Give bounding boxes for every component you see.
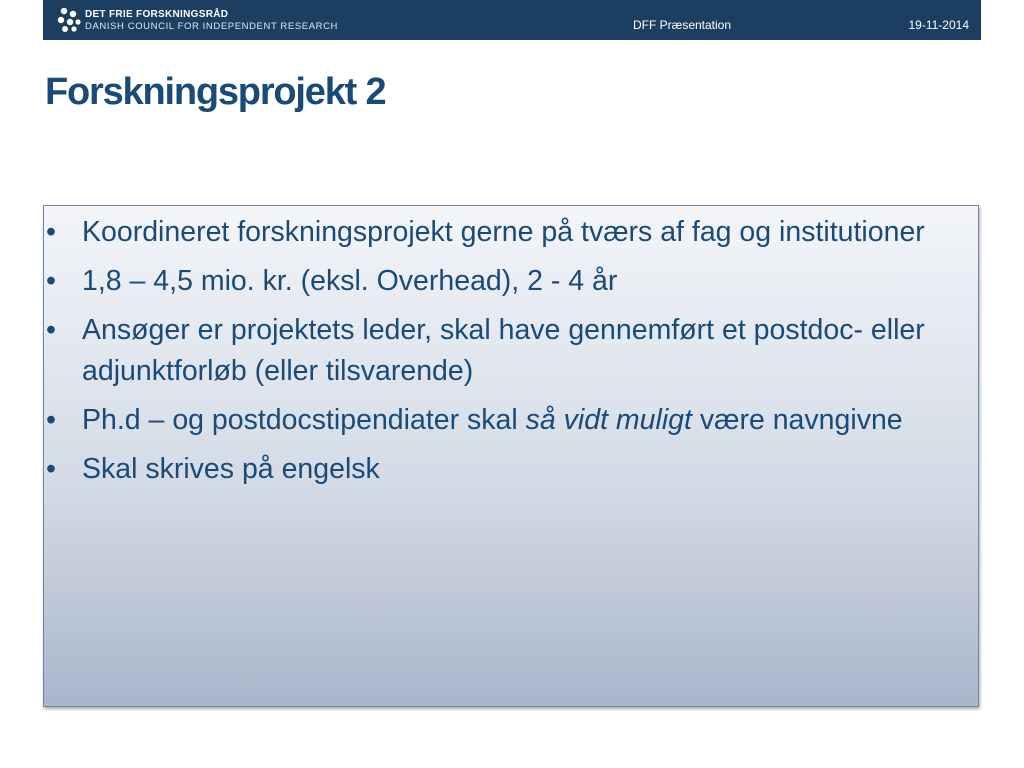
bullet-item xyxy=(44,449,938,490)
bullet-dot: • xyxy=(46,216,56,248)
bullet-dot: • xyxy=(46,265,56,297)
org-name: DET FRIE FORSKNINGSRÅD xyxy=(85,9,229,20)
bullet-text xyxy=(82,404,903,436)
bullet-dot: • xyxy=(46,314,56,346)
bullet-text-after: være navngivne xyxy=(691,404,903,436)
bullet-text-before: Ph.d – og postdocstipendiater skal xyxy=(82,404,526,436)
bullet-list xyxy=(44,206,978,490)
header-bar xyxy=(43,0,981,40)
presentation-date: 19-11-2014 xyxy=(908,18,969,32)
presentation-name: DFF Præsentation xyxy=(633,18,732,32)
bullet-text: Skal skrives på engelsk xyxy=(82,453,380,485)
bullet-dot: • xyxy=(46,453,56,485)
org-subtitle: DANISH COUNCIL FOR INDEPENDENT RESEARCH xyxy=(85,21,339,32)
bullet-dot: • xyxy=(46,404,56,436)
bullet-item xyxy=(44,212,938,253)
bullet-text: Koordineret forskningsprojekt gerne på tværs af fag og institutioner xyxy=(82,216,925,248)
bullet-text: Ansøger er projektets leder, skal have gennemført et postdoc- eller adjunktforløb (eller tilsvarende) xyxy=(82,314,925,387)
bullet-item xyxy=(44,400,938,441)
bullet-text-italic: så vidt muligt xyxy=(525,404,692,436)
bullet-item xyxy=(44,261,938,302)
bullet-text: 1,8 – 4,5 mio. kr. (eksl. Overhead), 2 - 4 år xyxy=(82,265,618,297)
slide-title: Forskningsprojekt 2 xyxy=(45,71,386,113)
content-box xyxy=(43,205,979,707)
bullet-item xyxy=(44,310,938,392)
dff-logo-icon xyxy=(56,7,82,33)
